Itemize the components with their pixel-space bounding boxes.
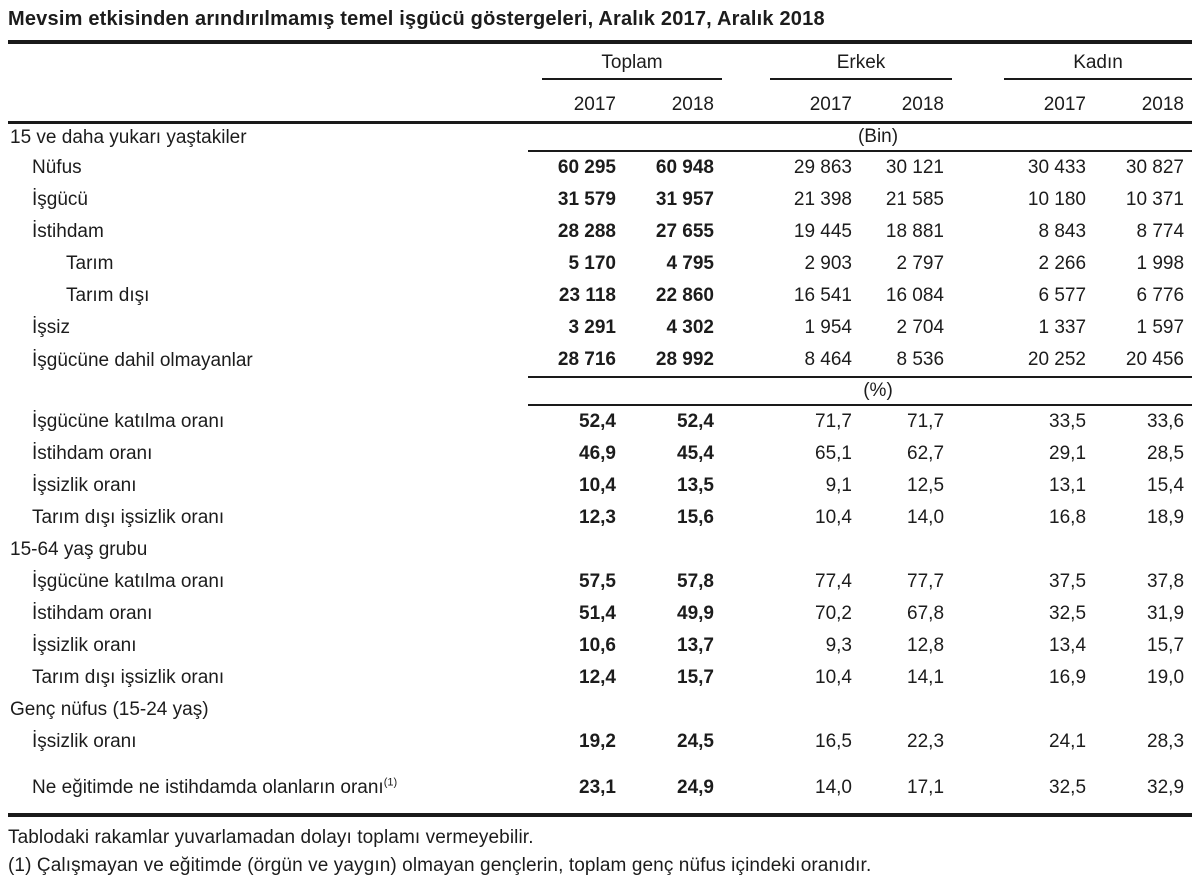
unit-row — [8, 377, 1192, 405]
value-cell: 29,1 — [1049, 443, 1087, 464]
value-cell: 67,8 — [907, 603, 945, 624]
value-cell: 13,1 — [1049, 475, 1087, 496]
column-group-erkek-label: Erkek — [770, 52, 952, 80]
value-cell: 8 843 — [1038, 221, 1087, 242]
value-cell: 6 776 — [1136, 285, 1185, 306]
year-header-erkek-2018: 2018 — [860, 80, 952, 123]
value-cell: 1 597 — [1136, 317, 1185, 338]
value-cell: 22 860 — [655, 285, 714, 306]
year-header-row — [8, 80, 1192, 123]
value-cell: 57,8 — [677, 571, 714, 592]
footnote-rounding-note: Tablodaki rakamlar yuvarlamadan dolayı toplamı vermeyebilir. — [8, 827, 534, 848]
value-cell: 16 084 — [885, 285, 945, 306]
row-label: 15 ve daha yukarı yaştakiler — [10, 126, 247, 148]
data-row — [8, 405, 1192, 438]
value-cell: 8 464 — [722, 344, 860, 377]
value-cell: 31 957 — [655, 189, 714, 210]
year-header-erkek-2017: 2017 — [722, 80, 860, 123]
value-cell: 33,6 — [1147, 411, 1185, 432]
value-cell: 24,9 — [624, 758, 722, 815]
label-column-spacer — [8, 80, 528, 123]
column-group-toplam-label: Toplam — [542, 52, 722, 80]
value-cell: 18,9 — [1147, 507, 1185, 528]
data-row — [8, 598, 1192, 630]
value-cell: 65,1 — [815, 443, 852, 464]
row-label: Tarım — [66, 253, 114, 274]
data-row — [8, 151, 1192, 184]
page-title: Mevsim etkisinden arındırılmamış temel işgücü göstergeleri, Aralık 2017, Aralık 2018 — [8, 8, 825, 30]
value-cell: 15,7 — [1147, 635, 1185, 656]
value-cell: 4 795 — [666, 253, 714, 274]
value-cell: 10 371 — [1125, 189, 1185, 210]
row-label — [8, 377, 528, 405]
value-cell: 62,7 — [907, 443, 945, 464]
value-cell: 71,7 — [815, 411, 852, 432]
value-cell: 27 655 — [655, 221, 714, 242]
column-group-kadin — [952, 44, 1192, 80]
row-label: İstihdam oranı — [32, 443, 153, 464]
value-cell: 60 948 — [655, 157, 714, 178]
value-cell: 10,4 — [579, 475, 616, 496]
data-row — [8, 184, 1192, 216]
value-cell: 4 302 — [666, 317, 714, 338]
data-row — [8, 216, 1192, 248]
value-cell: 10,4 — [815, 507, 852, 528]
value-cell: 13,4 — [1049, 635, 1087, 656]
value-cell: 15,7 — [677, 667, 714, 688]
value-cell: 14,1 — [907, 667, 945, 688]
data-row — [8, 470, 1192, 502]
section-row — [8, 694, 1192, 726]
value-cell: 12,3 — [579, 507, 616, 528]
data-row — [8, 502, 1192, 534]
value-cell: 15,4 — [1147, 475, 1185, 496]
column-group-kadin-label: Kadın — [1004, 52, 1192, 80]
row-label: İşsizlik oranı — [32, 635, 137, 656]
value-cell: 52,4 — [677, 411, 714, 432]
value-cell: 2 266 — [1038, 253, 1087, 274]
value-cell: 71,7 — [907, 411, 945, 432]
row-label: İşgücü — [32, 189, 88, 210]
value-cell: 30 433 — [1027, 157, 1087, 178]
value-cell: 28,3 — [1147, 731, 1185, 752]
value-cell: 28 716 — [528, 344, 624, 377]
unit-label-cell: (%) — [528, 377, 1192, 405]
value-cell: 46,9 — [579, 443, 616, 464]
value-cell: 2 903 — [804, 253, 852, 274]
data-row — [8, 726, 1192, 758]
value-cell: 1 337 — [1038, 317, 1087, 338]
row-label: İstihdam oranı — [32, 603, 153, 624]
empty-cell — [528, 694, 1192, 726]
data-row — [8, 566, 1192, 598]
value-cell: 33,5 — [1049, 411, 1087, 432]
value-cell: 28 992 — [624, 344, 722, 377]
value-cell: 13,5 — [677, 475, 714, 496]
value-cell: 10,6 — [579, 635, 616, 656]
value-cell: 49,9 — [677, 603, 714, 624]
footnotes — [8, 817, 1192, 880]
value-cell: 1 954 — [804, 317, 852, 338]
value-cell: 8 536 — [860, 344, 952, 377]
row-label: 15-64 yaş grubu — [10, 539, 148, 560]
row-label: Ne eğitimde ne istihdamda olanların oranı$^{(1)}$ — [8, 758, 528, 815]
year-header-toplam-2018: 2018 — [624, 80, 722, 123]
value-cell: 9,3 — [825, 635, 852, 656]
value-cell: 28,5 — [1147, 443, 1185, 464]
column-group-erkek — [722, 44, 952, 80]
value-cell: 19 445 — [793, 221, 852, 242]
value-cell: 13,7 — [677, 635, 714, 656]
value-cell: 31 579 — [557, 189, 616, 210]
data-row — [8, 280, 1192, 312]
data-row — [8, 344, 1192, 377]
data-row — [8, 662, 1192, 694]
value-cell: 20 252 — [952, 344, 1094, 377]
value-cell: 45,4 — [677, 443, 714, 464]
value-cell: 19,0 — [1147, 667, 1185, 688]
row-label: İşsizlik oranı — [32, 475, 137, 496]
value-cell: 3 291 — [568, 317, 616, 338]
value-cell: 17,1 — [860, 758, 952, 815]
value-cell: 19,2 — [579, 731, 616, 752]
value-cell: 37,8 — [1147, 571, 1185, 592]
value-cell: 24,5 — [677, 731, 714, 752]
footnote-neet-definition: (1) Çalışmayan ve eğitimde (örgün ve yaygın) olmayan gençlerin, toplam genç nüfus içindeki oranıdır. — [8, 855, 872, 876]
row-label: Tarım dışı işsizlik oranı — [32, 507, 225, 528]
value-cell: 24,1 — [1049, 731, 1087, 752]
unit-row — [8, 123, 1192, 152]
data-row — [8, 438, 1192, 470]
value-cell: 77,4 — [815, 571, 852, 592]
data-row — [8, 758, 1192, 815]
labor-indicators-table — [8, 44, 1192, 817]
value-cell: 77,7 — [907, 571, 945, 592]
data-row — [8, 312, 1192, 344]
value-cell: 5 170 — [568, 253, 616, 274]
value-cell: 22,3 — [907, 731, 945, 752]
data-row — [8, 248, 1192, 280]
value-cell: 32,5 — [952, 758, 1094, 815]
value-cell: 52,4 — [579, 411, 616, 432]
value-cell: 1 998 — [1136, 253, 1185, 274]
year-header-kadin-2018: 2018 — [1094, 80, 1192, 123]
label-column-spacer — [8, 44, 528, 80]
value-cell: 14,0 — [722, 758, 860, 815]
unit-label-cell: (Bin) — [528, 123, 1192, 152]
row-label: İşgücüne katılma oranı — [32, 571, 225, 592]
year-header-toplam-2017: 2017 — [528, 80, 624, 123]
row-label: Tarım dışı işsizlik oranı — [32, 667, 225, 688]
row-label: İşsiz — [32, 317, 70, 338]
value-cell: 29 863 — [793, 157, 852, 178]
value-cell: 28 288 — [557, 221, 616, 242]
value-cell: 15,6 — [677, 507, 714, 528]
value-cell: 12,8 — [907, 635, 945, 656]
value-cell: 16,5 — [815, 731, 852, 752]
value-cell: 51,4 — [579, 603, 616, 624]
value-cell: 6 577 — [1038, 285, 1087, 306]
year-header-kadin-2017: 2017 — [952, 80, 1094, 123]
row-label: İşsizlik oranı — [32, 731, 137, 752]
value-cell: 18 881 — [885, 221, 945, 242]
row-label: Tarım dışı — [66, 285, 150, 306]
value-cell: 37,5 — [1049, 571, 1087, 592]
value-cell: 10 180 — [1027, 189, 1087, 210]
value-cell: 57,5 — [579, 571, 616, 592]
value-cell: 31,9 — [1147, 603, 1185, 624]
value-cell: 2 797 — [896, 253, 945, 274]
value-cell: 20 456 — [1094, 344, 1192, 377]
value-cell: 21 398 — [793, 189, 852, 210]
value-cell: 30 121 — [885, 157, 945, 178]
column-group-header-row — [8, 44, 1192, 80]
empty-cell — [528, 534, 1192, 566]
row-label: Nüfus — [32, 156, 82, 178]
value-cell: 30 827 — [1125, 157, 1185, 178]
value-cell: 10,4 — [815, 667, 852, 688]
table-body — [8, 123, 1192, 816]
value-cell: 12,5 — [907, 475, 945, 496]
column-group-toplam — [528, 44, 722, 80]
value-cell: 16 541 — [793, 285, 852, 306]
value-cell: 32,9 — [1094, 758, 1192, 815]
footnote-marker: (1) — [383, 776, 398, 789]
value-cell: 60 295 — [557, 157, 616, 178]
row-label: İşgücüne katılma oranı — [32, 410, 225, 432]
value-cell: 2 704 — [896, 317, 945, 338]
value-cell: 23 118 — [558, 285, 616, 306]
value-cell: 8 774 — [1136, 221, 1185, 242]
section-row — [8, 534, 1192, 566]
row-label: İşgücüne dahil olmayanlar — [32, 349, 253, 371]
value-cell: 14,0 — [907, 507, 945, 528]
value-cell: 23,1 — [528, 758, 624, 815]
value-cell: 9,1 — [825, 475, 852, 496]
row-label: Genç nüfus (15-24 yaş) — [10, 699, 209, 720]
row-label: İstihdam — [32, 221, 104, 242]
value-cell: 21 585 — [885, 189, 945, 210]
data-row — [8, 630, 1192, 662]
value-cell: 12,4 — [579, 667, 616, 688]
value-cell: 16,8 — [1049, 507, 1087, 528]
value-cell: 70,2 — [815, 603, 852, 624]
value-cell: 16,9 — [1049, 667, 1087, 688]
value-cell: 32,5 — [1049, 603, 1087, 624]
